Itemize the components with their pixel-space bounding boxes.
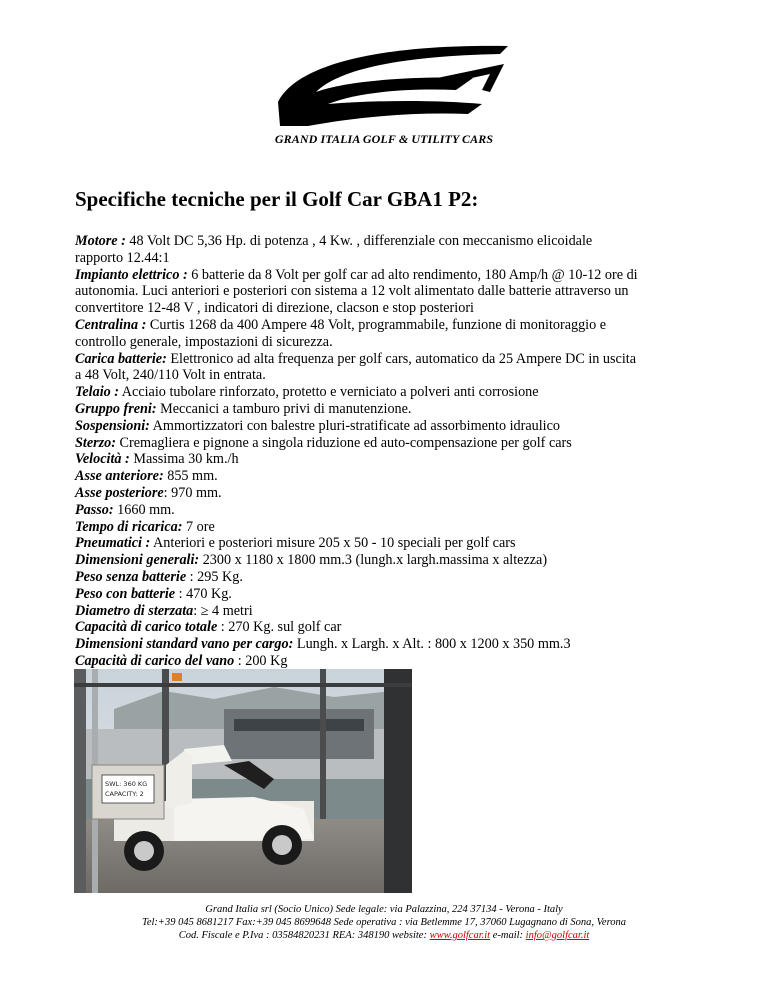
spec-line xyxy=(75,586,715,603)
spec-value: Curtis 1268 da 400 Ampere 48 Volt, programmabile, funzione di monitoraggio e xyxy=(146,316,607,333)
spec-value: 1660 mm. xyxy=(113,501,175,518)
spec-line xyxy=(75,283,715,300)
spec-label: Asse posteriore xyxy=(75,484,164,501)
spec-label: Diametro di sterzata xyxy=(75,602,194,619)
footer-email-label: e-mail: xyxy=(490,930,526,941)
spec-label: Carica batterie: xyxy=(75,350,167,367)
spec-line xyxy=(75,435,715,452)
grand-italia-logo xyxy=(268,42,514,128)
golf-car-photo xyxy=(74,669,412,893)
spec-line xyxy=(75,334,715,351)
spec-label: Telaio : xyxy=(75,384,120,401)
footer-line-legal xyxy=(0,929,768,942)
spec-line xyxy=(75,603,715,620)
spec-label: Asse anteriore: xyxy=(75,468,164,485)
spec-label: Motore : xyxy=(75,233,126,249)
footer-fiscal-text: Cod. Fiscale e P.Iva : 03584820231 REA: 348190 website: xyxy=(178,930,430,941)
spec-line xyxy=(75,351,715,368)
spec-label: Impianto elettrico : xyxy=(75,266,188,283)
spec-line xyxy=(75,569,715,586)
company-name: GRAND ITALIA GOLF & UTILITY CARS xyxy=(274,132,494,146)
spec-line xyxy=(75,233,715,250)
spec-label: Dimensioni generali: xyxy=(75,552,200,569)
spec-label: Gruppo freni: xyxy=(75,400,157,417)
spec-value: : 270 Kg. sul golf car xyxy=(217,619,342,636)
cargo-sign-line2: CAPACITY: 2 xyxy=(105,790,144,798)
spec-line xyxy=(75,535,715,552)
spec-value: a 48 Volt, 240/110 Volt in entrata. xyxy=(75,367,266,384)
spec-value: controllo generale, impostazioni di sicurezza. xyxy=(75,333,333,350)
footer-line-address: Grand Italia srl (Socio Unico) Sede legale: via Palazzina, 224 37134 - Verona - Italy xyxy=(205,904,563,915)
website-link[interactable]: www.golfcar.it xyxy=(429,930,491,941)
spec-label: Tempo di ricarica: xyxy=(75,518,183,535)
spec-line xyxy=(75,418,715,435)
spec-label: Pneumatici : xyxy=(75,535,151,552)
spec-value: : 970 mm. xyxy=(163,484,222,501)
spec-value: 48 Volt DC 5,36 Hp. di potenza , 4 Kw. , differenziale con meccanismo elicoidale xyxy=(125,233,593,249)
spec-line xyxy=(75,300,715,317)
spec-line xyxy=(75,401,715,418)
spec-line xyxy=(75,367,715,384)
spec-line xyxy=(75,317,715,334)
spec-line xyxy=(75,653,715,670)
spec-value: Meccanici a tamburo privi di manutenzione. xyxy=(156,400,412,417)
spec-label: Velocità : xyxy=(75,451,130,468)
spec-line xyxy=(75,250,715,267)
spec-value: : 470 Kg. xyxy=(175,585,232,602)
spec-label: Peso senza batterie xyxy=(75,568,187,585)
spec-label: Sterzo: xyxy=(75,434,116,451)
spec-value: Acciaio tubolare rinforzato, protetto e verniciato a polveri anti corrosione xyxy=(119,384,539,401)
spec-line xyxy=(75,519,715,536)
email-link[interactable]: info@golfcar.it xyxy=(525,930,590,941)
spec-value: Cremagliera e pignone a singola riduzione ed auto-compensazione per golf cars xyxy=(116,434,572,451)
spec-line xyxy=(75,619,715,636)
spec-value: rapporto 12.44:1 xyxy=(75,249,170,266)
spec-value: convertitore 12-48 V , indicatori di direzione, clacson e stop posteriori xyxy=(75,300,474,317)
spec-label: Dimensioni standard vano per cargo: xyxy=(75,636,294,653)
spec-line xyxy=(75,485,715,502)
spec-label: Capacità di carico del vano xyxy=(75,652,235,669)
spec-line xyxy=(75,502,715,519)
spec-line xyxy=(75,552,715,569)
spec-value: 7 ore xyxy=(182,518,215,535)
spec-value: Lungh. x Largh. x Alt. : 800 x 1200 x 350 mm.3 xyxy=(293,636,571,653)
spec-line xyxy=(75,451,715,468)
spec-value: : 200 Kg xyxy=(234,652,288,669)
spec-value: : 295 Kg. xyxy=(186,568,243,585)
cargo-sign-line1: SWL: 360 KG xyxy=(105,780,148,788)
spec-value: Ammortizzatori con balestre pluri-stratificate ad assorbimento idraulico xyxy=(149,417,561,434)
spec-line xyxy=(75,384,715,401)
footer-line-contacts: Tel:+39 045 8681217 Fax:+39 045 8699648 Sede operativa : via Betlemme 17, 37060 Lugagnano di Sona, Verona xyxy=(141,917,627,928)
spec-line xyxy=(75,636,715,653)
spec-value: autonomia. Luci anteriori e posteriori con sistema a 12 volt alimentato dalle batterie attraverso un xyxy=(75,283,629,300)
spec-value: Massima 30 km./h xyxy=(129,451,239,468)
spec-value: 855 mm. xyxy=(163,468,218,485)
spec-list xyxy=(75,233,715,670)
spec-value: 6 batterie da 8 Volt per golf car ad alto rendimento, 180 Amp/h @ 10-12 ore di xyxy=(187,266,638,283)
spec-label: Capacità di carico totale xyxy=(75,619,218,636)
spec-value: : ≥ 4 metri xyxy=(193,602,253,619)
spec-value: 2300 x 1180 x 1800 mm.3 (lungh.x largh.massima x altezza) xyxy=(199,552,548,569)
spec-label: Passo: xyxy=(75,501,114,518)
footer xyxy=(0,903,768,942)
spec-label: Peso con batterie xyxy=(75,585,176,602)
spec-label: Centralina : xyxy=(75,316,147,333)
spec-label: Sospensioni: xyxy=(75,417,150,434)
spec-line xyxy=(75,468,715,485)
page-title: Specifiche tecniche per il Golf Car GBA1 P2: xyxy=(75,187,479,211)
spec-line xyxy=(75,267,715,284)
spec-value: Anteriori e posteriori misure 205 x 50 - 10 speciali per golf cars xyxy=(150,535,516,552)
spec-value: Elettronico ad alta frequenza per golf cars, automatico da 25 Ampere DC in uscita xyxy=(166,350,637,367)
